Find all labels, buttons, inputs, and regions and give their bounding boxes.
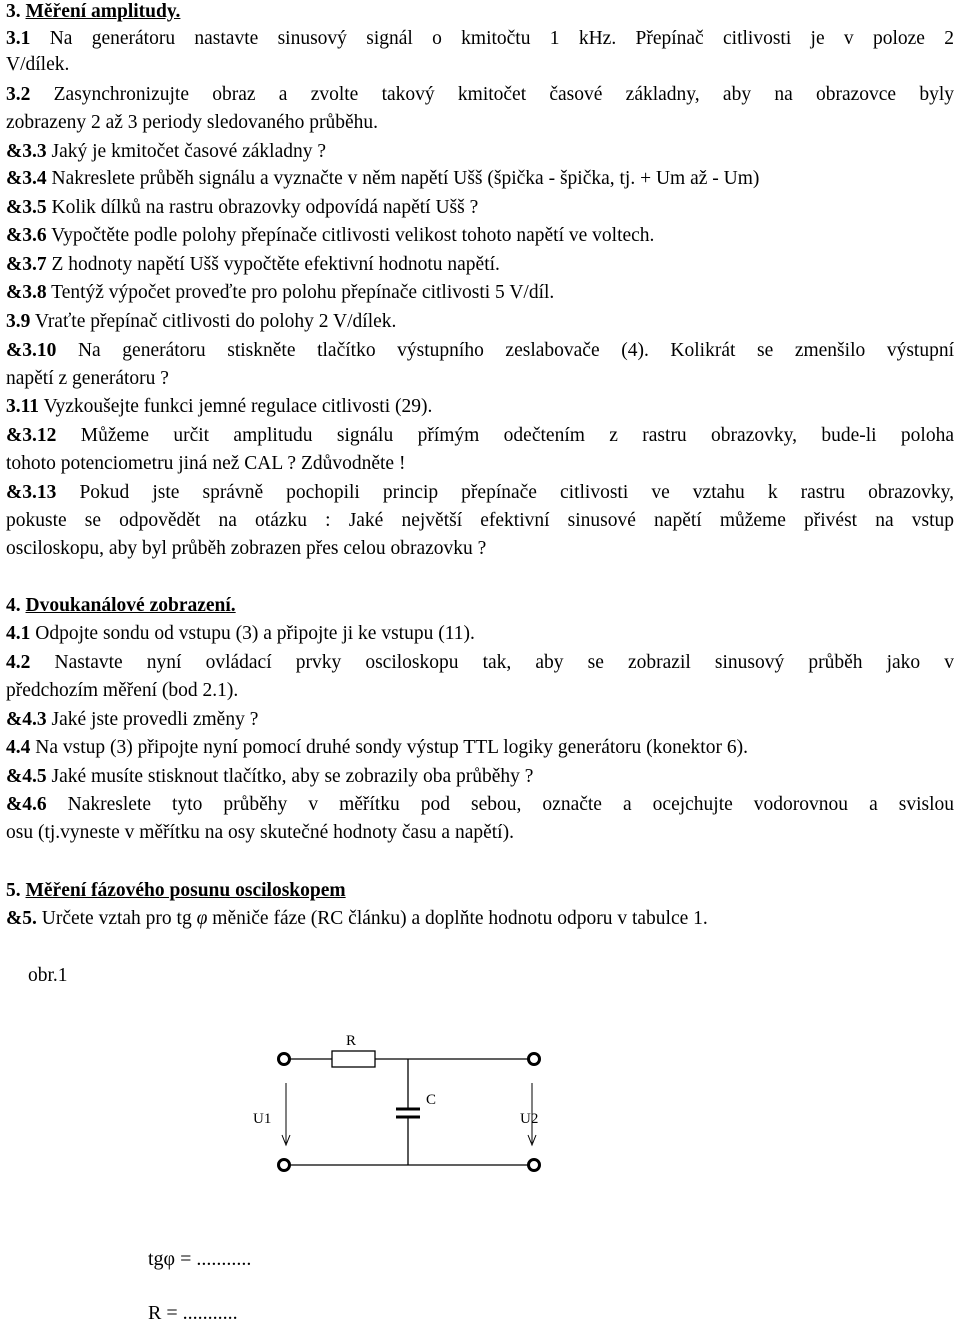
item-text: Tentýž výpočet proveďte pro polohu přepínače citlivosti 5 V/díl. <box>51 282 555 303</box>
section-4-heading <box>6 594 236 618</box>
item-5 <box>6 907 708 931</box>
item-3-6 <box>6 224 654 248</box>
item-text: Kolik dílků na rastru obrazovky odpovídá napětí Ušš ? <box>51 197 479 218</box>
item-number: &3.8 <box>6 282 47 303</box>
item-3-2-cont <box>6 111 378 135</box>
u2-label: U2 <box>520 1111 539 1127</box>
item-text: Vraťte přepínač citlivosti do polohy 2 V/dílek. <box>34 311 397 332</box>
item-number: 3.9 <box>6 311 31 332</box>
item-text: Odpojte sondu od vstupu (3) a připojte ji ke vstupu (11). <box>35 623 475 644</box>
item-4-5 <box>6 765 533 789</box>
item-3-12 <box>6 424 954 448</box>
item-number: &4.6 <box>6 794 47 815</box>
output-terminal-top <box>529 1054 540 1065</box>
item-4-4 <box>6 736 748 760</box>
item-number: 4.4 <box>6 737 31 758</box>
item-text: osu (tj.vyneste v měřítku na osy skutečné hodnoty času a napětí). <box>6 822 514 843</box>
item-number: &3.10 <box>6 340 57 361</box>
capacitor-label: C <box>426 1092 437 1108</box>
item-4-6-cont <box>6 821 514 845</box>
item-4-6 <box>6 793 954 817</box>
item-4-2 <box>6 651 954 675</box>
item-text: napětí z generátoru ? <box>6 368 169 389</box>
item-3-1-cont <box>6 53 69 77</box>
item-number: 4.1 <box>6 623 31 644</box>
item-text: Můžeme určit amplitudu signálu přímým odečtením z rastru obrazovky, bude-li poloha <box>80 425 954 446</box>
item-number: 3.11 <box>6 396 40 417</box>
section-3-heading <box>6 0 180 24</box>
section-title: Měření fázového posunu osciloskopem <box>25 880 346 901</box>
item-3-1 <box>6 27 954 51</box>
item-text: předchozím měření (bod 2.1). <box>6 680 239 701</box>
item-3-3 <box>6 140 326 164</box>
item-text: Nakreslete tyto průběhy v měřítku pod sebou, označte a ocejchujte vodorovnou a svislou <box>67 794 955 815</box>
item-number: &3.12 <box>6 425 57 446</box>
item-number: 3.1 <box>6 28 31 49</box>
resistor-label: R <box>346 1033 357 1049</box>
item-number: &3.4 <box>6 168 47 189</box>
formula-r: R = ........... <box>148 1302 238 1324</box>
item-number: &3.3 <box>6 141 47 162</box>
figure-caption: obr.1 <box>28 965 68 986</box>
item-text: Z hodnoty napětí Ušš vypočtěte efektivní hodnotu napětí. <box>51 254 500 275</box>
input-terminal-bottom <box>279 1160 290 1171</box>
section-5-heading <box>6 879 346 903</box>
item-4-1 <box>6 622 475 646</box>
item-3-11 <box>6 395 432 419</box>
formula-tg-phi: tgφ = ........... <box>148 1248 252 1270</box>
phi-symbol: φ <box>196 908 208 929</box>
item-4-3 <box>6 708 258 732</box>
item-number: 4.2 <box>6 652 31 673</box>
item-3-10 <box>6 339 954 363</box>
item-number: &4.5 <box>6 766 47 787</box>
item-3-9 <box>6 310 396 334</box>
input-terminal-top <box>279 1054 290 1065</box>
section-number: 3. <box>6 1 21 22</box>
item-text: Vyzkoušejte funkci jemné regulace citlivosti (29). <box>43 396 433 417</box>
item-text: měniče fáze (RC článku) a doplňte hodnotu odporu v tabulce 1. <box>212 908 708 929</box>
item-text: Vypočtěte podle polohy přepínače citlivosti velikost tohoto napětí ve voltech. <box>51 225 655 246</box>
item-text: Na vstup (3) připojte nyní pomocí druhé sondy výstup TTL logiky generátoru (konektor 6). <box>35 737 748 758</box>
item-text: Nakreslete průběh signálu a vyznačte v něm napětí Ušš (špička - špička, tj. + Um až - Um) <box>51 168 760 189</box>
item-3-4 <box>6 167 759 191</box>
item-3-13-cont <box>6 509 954 533</box>
item-text: Jaké jste provedli změny ? <box>51 709 259 730</box>
item-text: Pokud jste správně pochopili princip přepínače citlivosti ve vztahu k rastru obrazovky, <box>79 482 955 503</box>
item-3-7 <box>6 253 500 277</box>
item-3-5 <box>6 196 478 220</box>
item-text: Zasynchronizujte obraz a zvolte takový kmitočet časové základny, aby na obrazovce byly <box>53 84 954 105</box>
item-3-12-cont <box>6 452 405 476</box>
item-text: V/dílek. <box>6 54 70 75</box>
item-text: tohoto potenciometru jiná než CAL ? Zdůvodněte ! <box>6 453 406 474</box>
item-number: &5. <box>6 908 37 929</box>
item-text: osciloskopu, aby byl průběh zobrazen přes celou obrazovku ? <box>6 538 487 559</box>
section-number: 4. <box>6 595 21 616</box>
item-text: Určete vztah pro tg <box>41 908 192 929</box>
item-text: Jaký je kmitočet časové základny ? <box>51 141 327 162</box>
item-3-10-cont <box>6 367 169 391</box>
item-text: Na generátoru stiskněte tlačítko výstupního zeslabovače (4). Kolikrát se zmenšilo výstupní <box>77 340 954 361</box>
item-number: 3.2 <box>6 84 31 105</box>
item-text: pokuste se odpovědět na otázku : Jaké největší efektivní sinusové napětí můžeme přivést na vstup <box>6 510 954 531</box>
item-3-13 <box>6 481 954 505</box>
item-number: &4.3 <box>6 709 47 730</box>
output-terminal-bottom <box>529 1160 540 1171</box>
item-number: &3.13 <box>6 482 57 503</box>
item-number: &3.5 <box>6 197 47 218</box>
item-text: Jaké musíte stisknout tlačítko, aby se zobrazily oba průběhy ? <box>51 766 534 787</box>
item-text: Nastavte nyní ovládací prvky osciloskopu tak, aby se zobrazil sinusový průběh jako v <box>54 652 955 673</box>
item-text: Na generátoru nastavte sinusový signál o kmitočtu 1 kHz. Přepínač citlivosti je v poloze 2 <box>49 28 955 49</box>
item-number: &3.6 <box>6 225 47 246</box>
section-title: Dvoukanálové zobrazení. <box>25 595 236 616</box>
item-number: &3.7 <box>6 254 47 275</box>
item-text: zobrazeny 2 až 3 periody sledovaného průběhu. <box>6 112 378 133</box>
section-title: Měření amplitudy. <box>25 1 181 22</box>
section-number: 5. <box>6 880 21 901</box>
item-3-2 <box>6 83 954 107</box>
item-4-2-cont <box>6 679 238 703</box>
item-3-8 <box>6 281 554 305</box>
resistor-symbol <box>332 1051 375 1067</box>
u1-label: U1 <box>253 1111 272 1127</box>
rc-circuit-diagram <box>240 1025 580 1175</box>
item-3-13-cont2 <box>6 537 486 561</box>
